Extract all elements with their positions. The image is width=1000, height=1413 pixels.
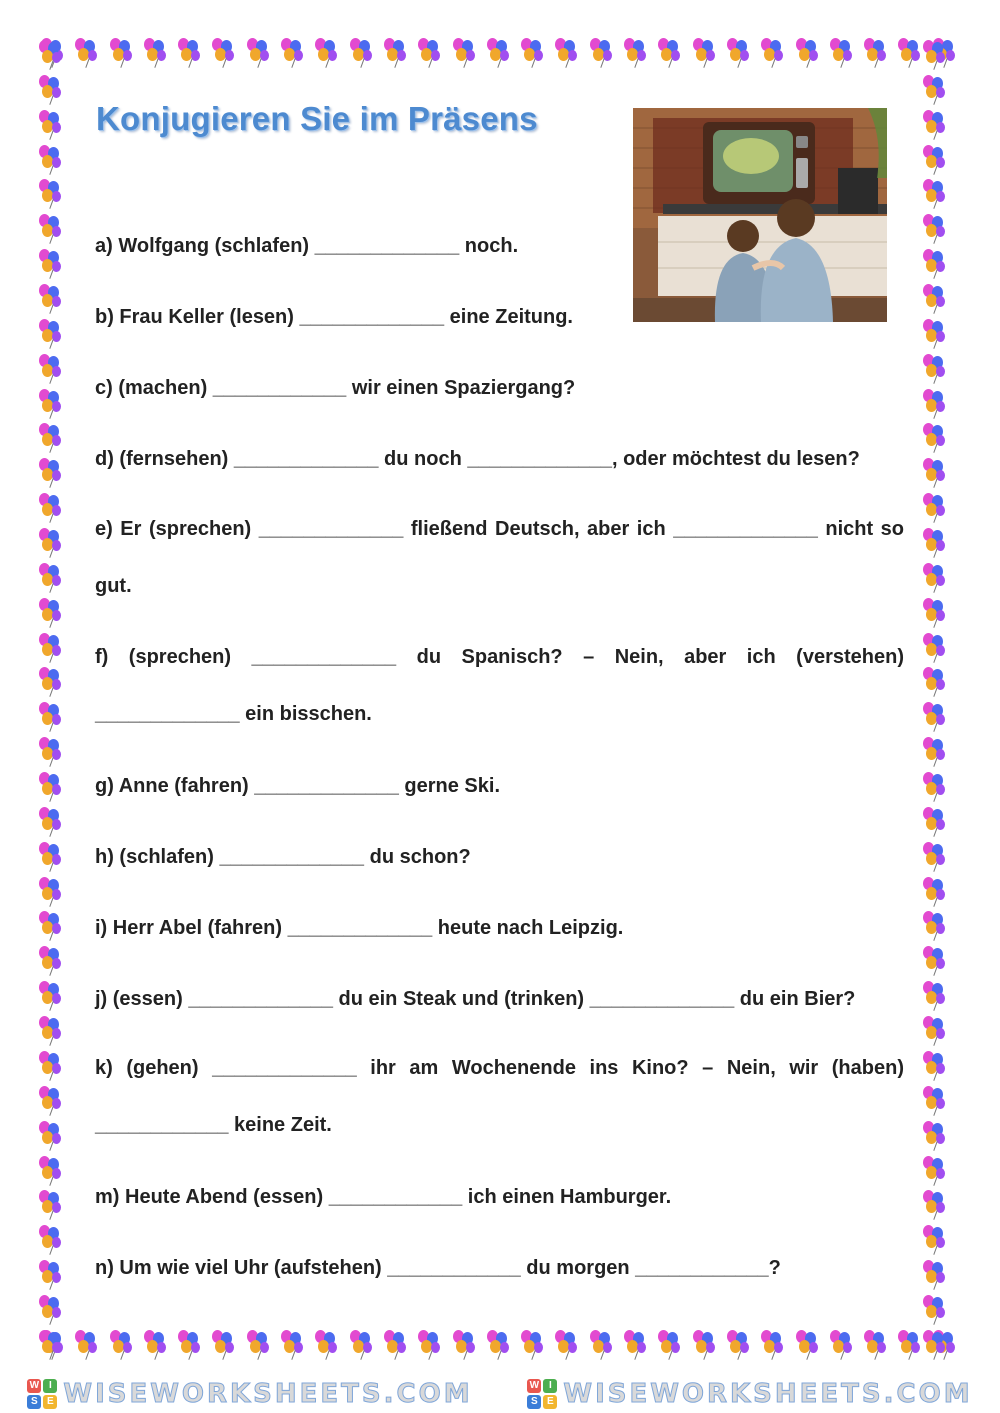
- balloon-icon: [554, 1330, 582, 1360]
- balloon-icon: [922, 772, 950, 802]
- balloon-icon: [863, 38, 891, 68]
- exercise-f: f) (sprechen) _____________ du Spanisch? – Nein, aber ich (verstehen) _____________ ein bisschen.: [95, 646, 904, 725]
- balloon-icon: [417, 38, 445, 68]
- balloon-icon: [520, 38, 548, 68]
- balloon-icon: [922, 911, 950, 941]
- balloon-icon: [726, 38, 754, 68]
- balloon-icon: [922, 110, 950, 140]
- children-watching-tv-photo: [633, 108, 887, 322]
- balloon-icon: [922, 40, 950, 70]
- balloon-icon: [726, 1330, 754, 1360]
- balloon-icon: [922, 633, 950, 663]
- exercise-h: h) (schlafen) _____________ du schon?: [95, 846, 471, 868]
- balloon-border-left: [38, 40, 78, 1360]
- balloon-icon: [38, 354, 66, 384]
- balloon-icon: [177, 1330, 205, 1360]
- exercise-b: b) Frau Keller (lesen) _____________ eine Zeitung.: [95, 306, 573, 328]
- balloon-icon: [38, 877, 66, 907]
- balloon-icon: [922, 598, 950, 628]
- balloon-icon: [417, 1330, 445, 1360]
- wiseworksheets-logo-icon-2: W I S E: [527, 1379, 557, 1409]
- balloon-icon: [38, 1051, 66, 1081]
- balloon-icon: [38, 145, 66, 175]
- balloon-icon: [922, 423, 950, 453]
- balloon-icon: [922, 214, 950, 244]
- balloon-icon: [38, 1086, 66, 1116]
- balloon-icon: [692, 38, 720, 68]
- balloon-icon: [922, 563, 950, 593]
- balloon-icon: [922, 1260, 950, 1290]
- balloon-icon: [143, 1330, 171, 1360]
- balloon-icon: [795, 1330, 823, 1360]
- balloon-icon: [922, 737, 950, 767]
- wiseworksheets-logo-2: [527, 1379, 972, 1409]
- balloon-icon: [452, 38, 480, 68]
- balloon-icon: [38, 772, 66, 802]
- balloon-icon: [38, 528, 66, 558]
- balloon-border-bottom: [40, 1330, 960, 1370]
- balloon-icon: [829, 38, 857, 68]
- balloon-icon: [623, 38, 651, 68]
- balloon-icon: [38, 75, 66, 105]
- balloon-icon: [383, 38, 411, 68]
- balloon-icon: [486, 1330, 514, 1360]
- footer-watermark: [0, 1375, 1000, 1413]
- balloon-icon: [486, 38, 514, 68]
- balloon-icon: [922, 1190, 950, 1220]
- balloon-icon: [922, 1121, 950, 1151]
- balloon-icon: [38, 842, 66, 872]
- balloon-icon: [38, 702, 66, 732]
- balloon-icon: [692, 1330, 720, 1360]
- balloon-icon: [38, 1156, 66, 1186]
- exercise-g: g) Anne (fahren) _____________ gerne Ski.: [95, 775, 500, 797]
- balloon-icon: [314, 1330, 342, 1360]
- balloon-icon: [38, 1121, 66, 1151]
- balloon-icon: [74, 1330, 102, 1360]
- balloon-icon: [143, 38, 171, 68]
- balloon-icon: [246, 1330, 274, 1360]
- balloon-icon: [38, 458, 66, 488]
- balloon-icon: [922, 75, 950, 105]
- balloon-icon: [922, 1295, 950, 1325]
- balloon-icon: [383, 1330, 411, 1360]
- exercise-c: c) (machen) ____________ wir einen Spaziergang?: [95, 377, 576, 399]
- balloon-icon: [38, 179, 66, 209]
- balloon-icon: [922, 667, 950, 697]
- balloon-icon: [38, 493, 66, 523]
- balloon-icon: [623, 1330, 651, 1360]
- balloon-icon: [760, 1330, 788, 1360]
- exercise-j: j) (essen) _____________ du ein Steak und (trinken) _____________ du ein Bier?: [95, 988, 856, 1010]
- balloon-icon: [922, 528, 950, 558]
- balloon-icon: [38, 389, 66, 419]
- balloon-icon: [38, 667, 66, 697]
- balloon-icon: [922, 702, 950, 732]
- wiseworksheets-logo-icon: W I S E: [27, 1379, 57, 1409]
- balloon-icon: [314, 38, 342, 68]
- wiseworksheets-logo: [27, 1379, 472, 1409]
- balloon-icon: [38, 981, 66, 1011]
- balloon-icon: [177, 38, 205, 68]
- balloon-icon: [922, 249, 950, 279]
- balloon-icon: [922, 493, 950, 523]
- balloon-icon: [657, 1330, 685, 1360]
- balloon-icon: [38, 1190, 66, 1220]
- balloon-icon: [922, 145, 950, 175]
- balloon-icon: [38, 807, 66, 837]
- balloon-icon: [349, 38, 377, 68]
- balloon-icon: [922, 1086, 950, 1116]
- balloon-icon: [922, 179, 950, 209]
- balloon-icon: [246, 38, 274, 68]
- balloon-icon: [922, 946, 950, 976]
- balloon-icon: [863, 1330, 891, 1360]
- balloon-icon: [280, 38, 308, 68]
- balloon-icon: [38, 1330, 66, 1360]
- balloon-icon: [38, 737, 66, 767]
- balloon-icon: [922, 981, 950, 1011]
- balloon-icon: [38, 563, 66, 593]
- balloon-icon: [38, 946, 66, 976]
- balloon-icon: [922, 877, 950, 907]
- balloon-icon: [74, 38, 102, 68]
- balloon-icon: [38, 633, 66, 663]
- balloon-icon: [38, 1295, 66, 1325]
- exercise-m: m) Heute Abend (essen) ____________ ich einen Hamburger.: [95, 1186, 672, 1208]
- balloon-icon: [922, 389, 950, 419]
- balloon-icon: [38, 1016, 66, 1046]
- exercise-k: k) (gehen) _____________ ihr am Wochenende ins Kino? – Nein, wir (haben) ____________ keine Zeit.: [95, 1057, 904, 1136]
- balloon-icon: [922, 1051, 950, 1081]
- balloon-icon: [211, 1330, 239, 1360]
- balloon-icon: [452, 1330, 480, 1360]
- balloon-icon: [38, 1260, 66, 1290]
- balloon-icon: [280, 1330, 308, 1360]
- balloon-icon: [922, 284, 950, 314]
- balloon-icon: [922, 319, 950, 349]
- balloon-icon: [922, 1156, 950, 1186]
- balloon-icon: [657, 38, 685, 68]
- balloon-icon: [922, 1225, 950, 1255]
- balloon-icon: [922, 1016, 950, 1046]
- balloon-icon: [760, 38, 788, 68]
- balloon-icon: [349, 1330, 377, 1360]
- balloon-icon: [38, 249, 66, 279]
- balloon-icon: [38, 423, 66, 453]
- worksheet-title: Konjugieren Sie im Präsens: [96, 100, 538, 137]
- exercise-d: d) (fernsehen) _____________ du noch _____________, oder möchtest du lesen?: [95, 448, 860, 470]
- exercise-n: n) Um wie viel Uhr (aufstehen) ____________ du morgen ____________?: [95, 1257, 781, 1279]
- exercise-e: e) Er (sprechen) _____________ fließend Deutsch, aber ich _____________ nicht so gut.: [95, 518, 904, 597]
- balloon-icon: [38, 319, 66, 349]
- balloon-border-right: [922, 40, 962, 1360]
- wiseworksheets-logo-text: WISEWORKSHEETS.COM: [63, 1379, 473, 1409]
- balloon-icon: [38, 110, 66, 140]
- balloon-border-top: [40, 38, 960, 78]
- balloon-icon: [109, 38, 137, 68]
- balloon-icon: [554, 38, 582, 68]
- balloon-icon: [38, 40, 66, 70]
- balloon-icon: [829, 1330, 857, 1360]
- balloon-icon: [38, 284, 66, 314]
- balloon-icon: [589, 38, 617, 68]
- balloon-icon: [795, 38, 823, 68]
- exercise-i: i) Herr Abel (fahren) _____________ heute nach Leipzig.: [95, 917, 624, 939]
- balloon-icon: [211, 38, 239, 68]
- wiseworksheets-logo-text-2: WISEWORKSHEETS.COM: [563, 1379, 973, 1409]
- balloon-icon: [922, 458, 950, 488]
- balloon-icon: [38, 598, 66, 628]
- balloon-icon: [520, 1330, 548, 1360]
- balloon-icon: [922, 1330, 950, 1360]
- balloon-icon: [589, 1330, 617, 1360]
- balloon-icon: [922, 807, 950, 837]
- balloon-icon: [922, 354, 950, 384]
- balloon-icon: [38, 1225, 66, 1255]
- exercise-a: a) Wolfgang (schlafen) _____________ noch.: [95, 235, 519, 257]
- balloon-icon: [38, 214, 66, 244]
- balloon-icon: [109, 1330, 137, 1360]
- balloon-icon: [38, 911, 66, 941]
- balloon-icon: [922, 842, 950, 872]
